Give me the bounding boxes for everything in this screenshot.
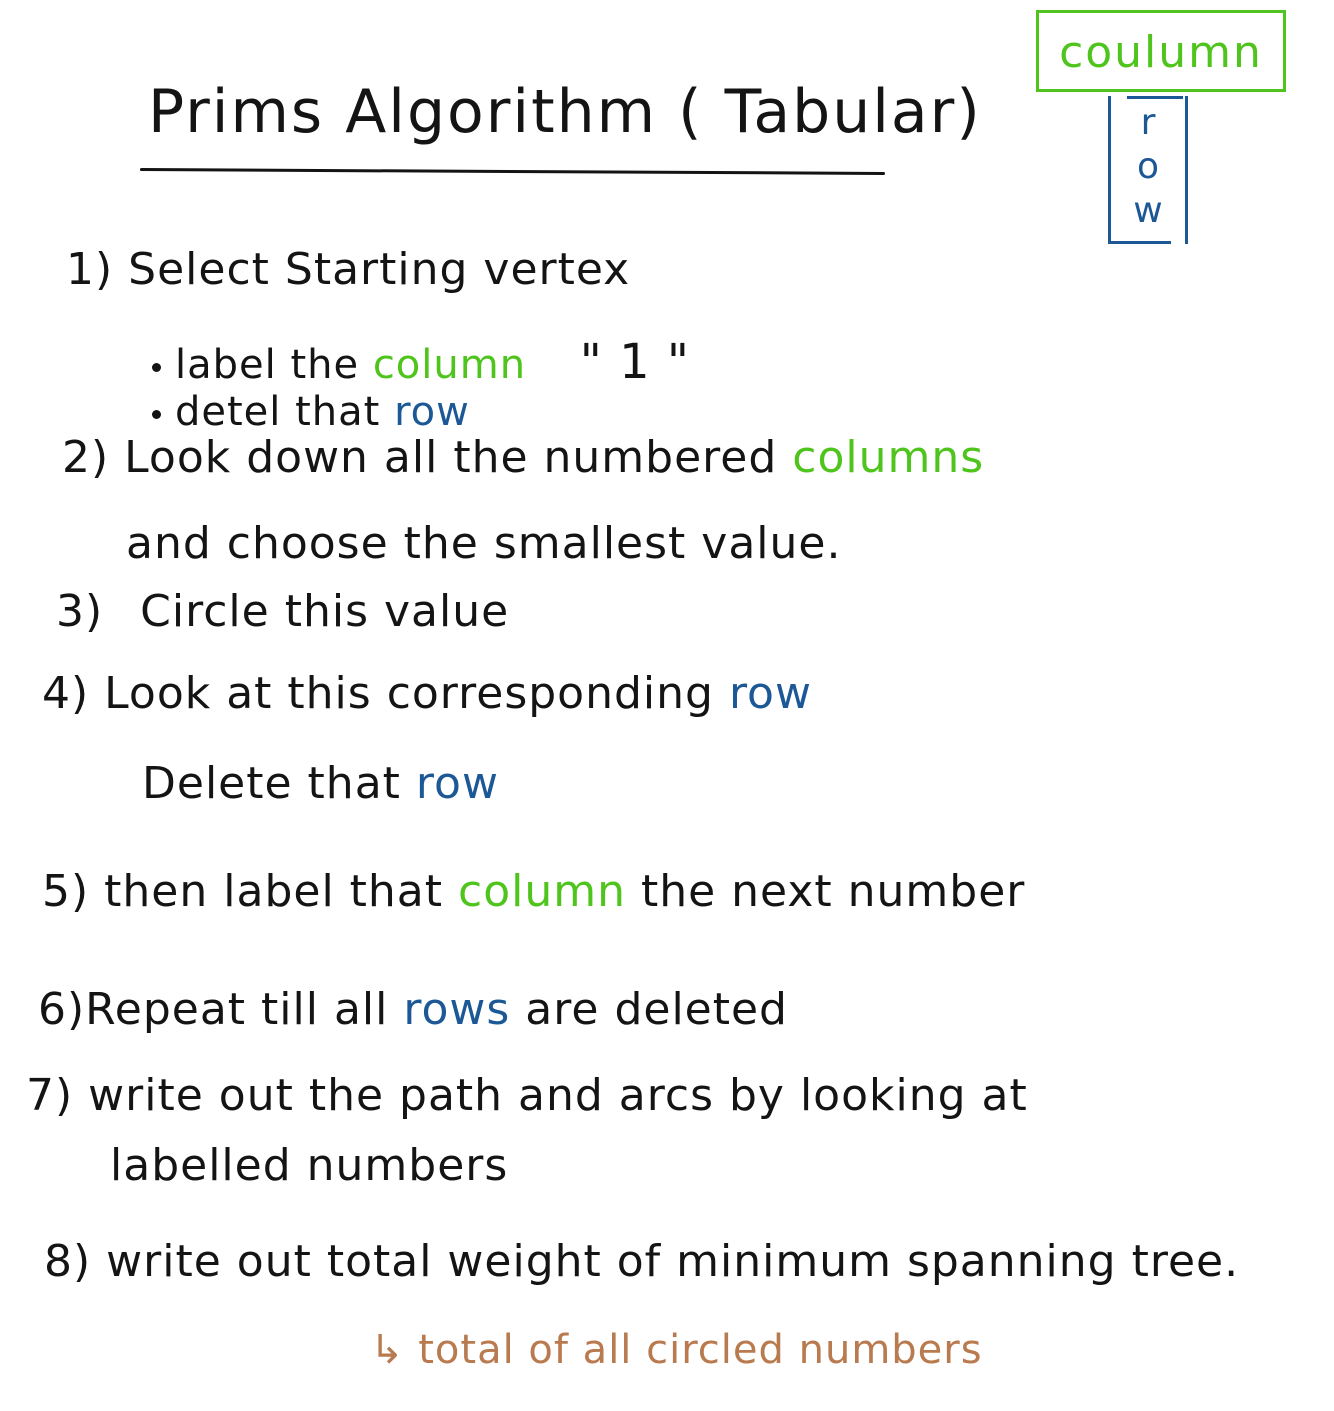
column-legend-box	[1036, 10, 1286, 92]
page-title: Prims Algorithm ( Tabular)	[148, 77, 982, 147]
step-2-continued: and choose the smallest value.	[126, 518, 842, 569]
step-number: 5)	[42, 866, 90, 917]
step-4	[42, 668, 812, 719]
step-number: 2)	[62, 432, 110, 483]
bullet-dot	[152, 363, 161, 372]
bullet-text: label the	[175, 342, 373, 388]
column-term: column	[458, 866, 626, 917]
title-underline	[140, 168, 885, 175]
row-term: rows	[403, 984, 511, 1035]
row-legend-letter: w	[1133, 190, 1163, 231]
step-text: Look at this corresponding	[104, 668, 729, 719]
step-7	[26, 1070, 1028, 1121]
step-1-bullet-2	[152, 389, 470, 435]
step-8	[44, 1236, 1240, 1287]
step-number: 3)	[56, 586, 104, 637]
column-legend-label: coulumn	[1059, 27, 1263, 78]
step-text: are deleted	[510, 984, 788, 1035]
step-text: Select Starting vertex	[128, 244, 631, 295]
bullet-text: detel that	[175, 389, 395, 435]
column-term: column	[372, 342, 527, 388]
step-5	[42, 866, 1026, 917]
step-text: Repeat till all	[85, 984, 404, 1035]
step-1	[66, 244, 631, 295]
label-value: " 1 "	[579, 334, 690, 390]
step-1-bullet-1	[152, 334, 690, 390]
step-3	[56, 586, 510, 637]
step-text: Delete that	[142, 758, 416, 809]
step-4-continued	[142, 758, 499, 809]
row-legend-box	[1108, 96, 1188, 244]
step-text: write out total weight of minimum spanning tree.	[106, 1236, 1240, 1287]
row-term: row	[415, 758, 499, 809]
step-number: 6)	[38, 984, 86, 1035]
bullet-dot	[152, 410, 161, 419]
step-number: 1)	[66, 244, 114, 295]
step-text: the next number	[625, 866, 1026, 917]
total-note: ↳ total of all circled numbers	[370, 1327, 983, 1373]
column-term: columns	[792, 432, 985, 483]
step-number: 7)	[26, 1070, 74, 1121]
step-number: 4)	[42, 668, 90, 719]
step-number: 8)	[44, 1236, 92, 1287]
step-text: write out the path and arcs by looking at	[88, 1070, 1028, 1121]
row-term: row	[728, 668, 812, 719]
step-7-continued: labelled numbers	[110, 1140, 509, 1191]
row-term: row	[394, 389, 470, 435]
step-text: Circle this value	[140, 586, 510, 637]
row-legend-letter: o	[1136, 146, 1160, 187]
step-6	[38, 984, 788, 1035]
step-2	[62, 432, 985, 483]
row-legend-letter: r	[1140, 102, 1156, 143]
step-text: then label that	[104, 866, 458, 917]
step-text: Look down all the numbered	[124, 432, 793, 483]
